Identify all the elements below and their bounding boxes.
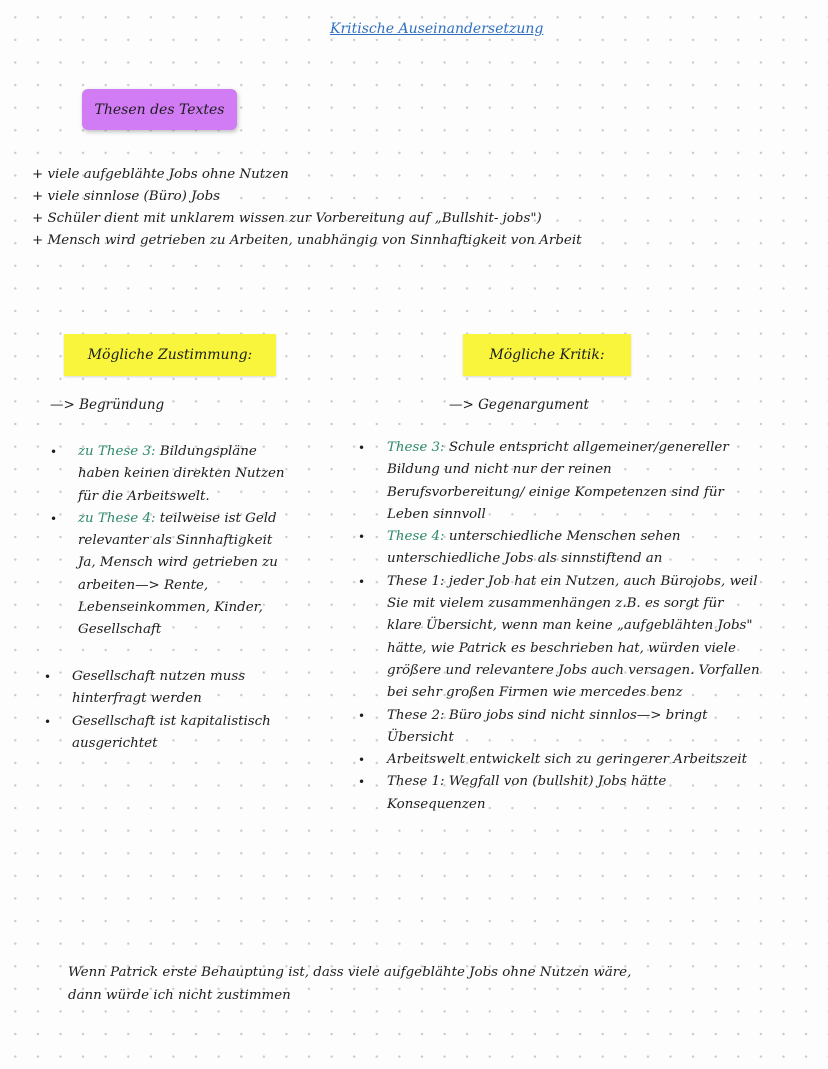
conclusion	[68, 962, 768, 1007]
kritik-item	[358, 705, 817, 750]
thesen-list	[32, 164, 582, 252]
item-line: größere und relevantere Jobs auch versagen. Vorfallen	[387, 662, 760, 678]
item-line: Leben sinnvoll	[387, 506, 486, 522]
thesen-label: Thesen des Textes	[94, 101, 225, 118]
bullet-icon: •	[358, 753, 366, 768]
kritik-list	[358, 437, 817, 816]
bullet-icon: •	[358, 775, 366, 790]
item-line: hinterfragt werden	[72, 691, 202, 707]
thesen-item: + Schüler dient mit unklarem wissen zur Vorbereitung auf „Bullshit- jobs")	[32, 208, 582, 230]
kritik-label-box	[463, 334, 631, 376]
item-line: Ja, Mensch wird getrieben zu	[78, 555, 278, 571]
item-line: für die Arbeitswelt.	[78, 488, 210, 504]
item-line: unterschiedliche Menschen sehen	[448, 529, 681, 545]
zustimmung-label: Mögliche Zustimmung:	[87, 347, 253, 363]
page-title[interactable]: Kritische Auseinandersetzung	[330, 21, 544, 37]
zustimmung-label-box	[64, 334, 276, 376]
thesen-item: + Mensch wird getrieben zu Arbeiten, unabhängig von Sinnhaftigkeit von Arbeit	[32, 230, 582, 252]
item-line: Übersicht	[387, 729, 454, 745]
bullet-icon: •	[358, 441, 366, 455]
item-line: Gesellschaft nutzen muss	[72, 669, 246, 684]
item-line: unterschiedliche Jobs als sinnstiftend an	[387, 551, 663, 567]
conclusion-line: dann würde ich nicht zustimmen	[68, 987, 291, 1003]
zustimmung-item	[50, 508, 328, 642]
item-line: Bildungspläne	[159, 444, 257, 459]
these-ref: These 3:	[387, 440, 445, 455]
item-line: Arbeitswelt entwickelt sich zu geringerer Arbeitszeit	[387, 752, 748, 768]
bullet-icon: •	[44, 670, 52, 684]
bullet-icon: •	[44, 714, 52, 729]
item-line: Lebenseinkommen, Kinder,	[78, 600, 263, 616]
bullet-icon: •	[358, 530, 366, 545]
bullet-icon: •	[358, 708, 366, 723]
zustimmung-arrow: —> Begründung	[50, 397, 165, 413]
kritik-item	[358, 749, 817, 771]
these-ref: zu These 4:	[78, 510, 156, 526]
item-line: Schule entspricht allgemeiner/genereller	[448, 440, 729, 455]
bullet-icon: •	[358, 574, 366, 589]
kritik-arrow: —> Gegenargument	[449, 397, 589, 413]
item-line: Konsequenzen	[387, 796, 486, 812]
item-line: klare Übersicht, wenn man keine „aufgeblähten Jobs"	[387, 618, 753, 634]
item-line: ausgerichtet	[72, 735, 158, 751]
bullet-icon: •	[50, 445, 58, 459]
kritik-item	[358, 771, 817, 816]
item-line: hätte, wie Patrick es beschrieben hat, würden viele	[387, 640, 736, 656]
thesen-label-box	[82, 89, 237, 130]
zustimmung-item	[44, 666, 322, 711]
item-line: arbeiten—> Rente,	[78, 577, 209, 593]
item-line: teilweise ist Geld	[159, 510, 277, 526]
zustimmung-item	[50, 441, 328, 508]
these-ref: These 4:	[387, 529, 445, 545]
item-line: Berufsvorbereitung/ einige Kompetenzen sind für	[387, 484, 724, 500]
zustimmung-item	[44, 711, 322, 756]
kritik-item	[358, 526, 817, 571]
item-line: These 2: Büro jobs sind nicht sinnlos—> bringt	[387, 707, 708, 723]
these-ref: zu These 3:	[78, 444, 156, 459]
item-line: Gesellschaft	[78, 622, 162, 638]
bullet-icon: •	[50, 511, 58, 526]
conclusion-line: Wenn Patrick erste Behauptung ist, dass viele aufgeblähte Jobs ohne Nutzen wäre,	[68, 965, 632, 980]
item-line: bei sehr großen Firmen wie mercedes benz	[387, 685, 683, 701]
thesen-item: + viele aufgeblähte Jobs ohne Nutzen	[32, 164, 582, 186]
item-line: These 1: Wegfall von (bullshit) Jobs hätte	[387, 774, 667, 790]
kritik-label: Mögliche Kritik:	[489, 347, 605, 363]
item-line: These 1: jeder Job hat ein Nutzen, auch Bürojobs, weil	[387, 573, 758, 589]
item-line: relevanter als Sinnhaftigkeit	[78, 533, 273, 549]
item-line: Gesellschaft ist kapitalistisch	[72, 713, 271, 729]
zustimmung-list-2	[44, 666, 322, 755]
item-line: haben keinen direkten Nutzen	[78, 466, 285, 482]
thesen-item: + viele sinnlose (Büro) Jobs	[32, 186, 582, 208]
kritik-item	[358, 571, 817, 705]
item-line: Bildung und nicht nur der reinen	[387, 462, 612, 478]
item-line: Sie mit vielem zusammenhängen z.B. es sorgt für	[387, 596, 724, 612]
zustimmung-list	[50, 441, 328, 642]
kritik-item	[358, 437, 817, 526]
